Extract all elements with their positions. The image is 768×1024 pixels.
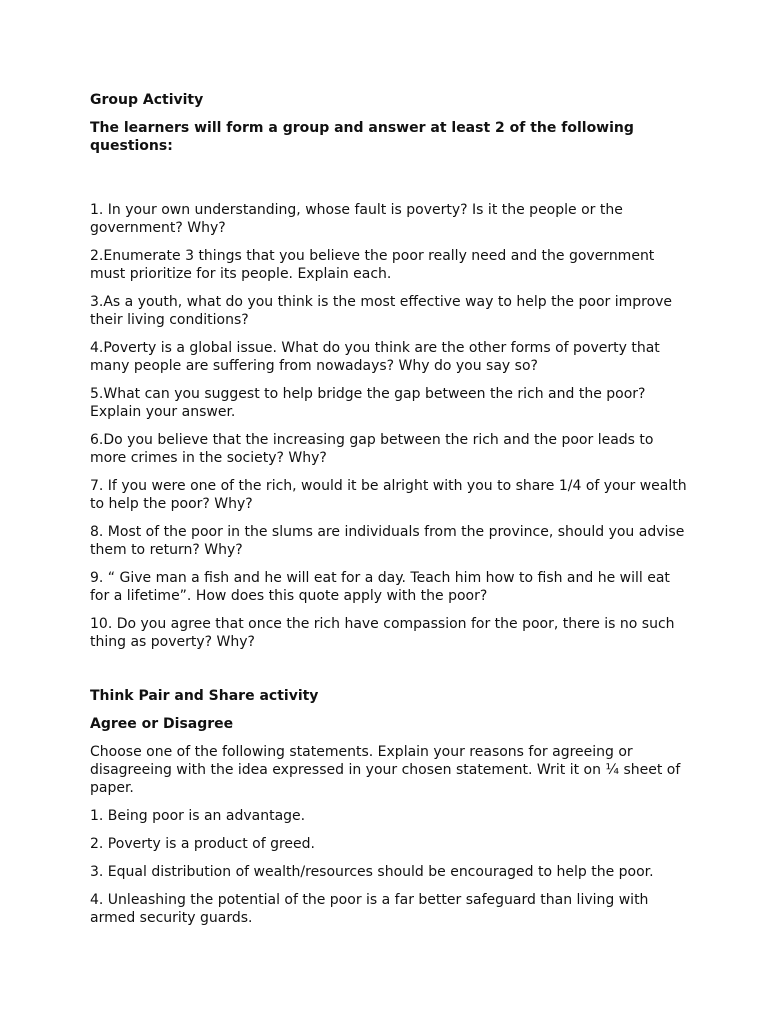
think-pair-share-instructions: Choose one of the following statements. Explain your reasons for agreeing or disagreeing with the idea expressed in your chosen statement. Writ it on ¼ sheet of paper.: [90, 744, 681, 796]
question-item: 8. Most of the poor in the slums are individuals from the province, should you advise them to return? Why?: [90, 524, 685, 558]
document-content: [90, 91, 690, 937]
question-item: 9. “ Give man a fish and he will eat for a day. Teach him how to fish and he will eat for a lifetime”. How does this quote apply with the poor?: [90, 570, 670, 604]
spacer: [90, 165, 690, 201]
statement-item: 3. Equal distribution of wealth/resources should be encouraged to help the poor.: [90, 864, 654, 880]
spacer: [90, 661, 690, 687]
question-item: 5.What can you suggest to help bridge the gap between the rich and the poor? Explain your answer.: [90, 386, 646, 420]
statement-item: 4. Unleashing the potential of the poor is a far better safeguard than living with armed security guards.: [90, 892, 649, 926]
statement-list: [90, 807, 690, 927]
agree-disagree-subtitle: Agree or Disagree: [90, 716, 234, 732]
question-item: 2.Enumerate 3 things that you believe the poor really need and the government must prioritize for its people. Explain each.: [90, 248, 655, 282]
group-activity-instructions: The learners will form a group and answer at least 2 of the following questions:: [90, 120, 634, 154]
question-item: 1. In your own understanding, whose fault is poverty? Is it the people or the government? Why?: [90, 202, 623, 236]
group-activity-title: Group Activity: [90, 92, 204, 108]
think-pair-share-title: Think Pair and Share activity: [90, 688, 319, 704]
question-item: 6.Do you believe that the increasing gap between the rich and the poor leads to more crimes in the society? Why?: [90, 432, 654, 466]
statement-item: 1. Being poor is an advantage.: [90, 808, 306, 824]
question-item: 4.Poverty is a global issue. What do you think are the other forms of poverty that many people are suffering from nowadays? Why do you say so?: [90, 340, 660, 374]
statement-item: 2. Poverty is a product of greed.: [90, 836, 315, 852]
question-item: 3.As a youth, what do you think is the most effective way to help the poor improve their living conditions?: [90, 294, 673, 328]
question-item: 7. If you were one of the rich, would it be alright with you to share 1/4 of your wealth to help the poor? Why?: [90, 478, 687, 512]
question-list: [90, 201, 690, 651]
question-item: 10. Do you agree that once the rich have compassion for the poor, there is no such thing as poverty? Why?: [90, 616, 675, 650]
